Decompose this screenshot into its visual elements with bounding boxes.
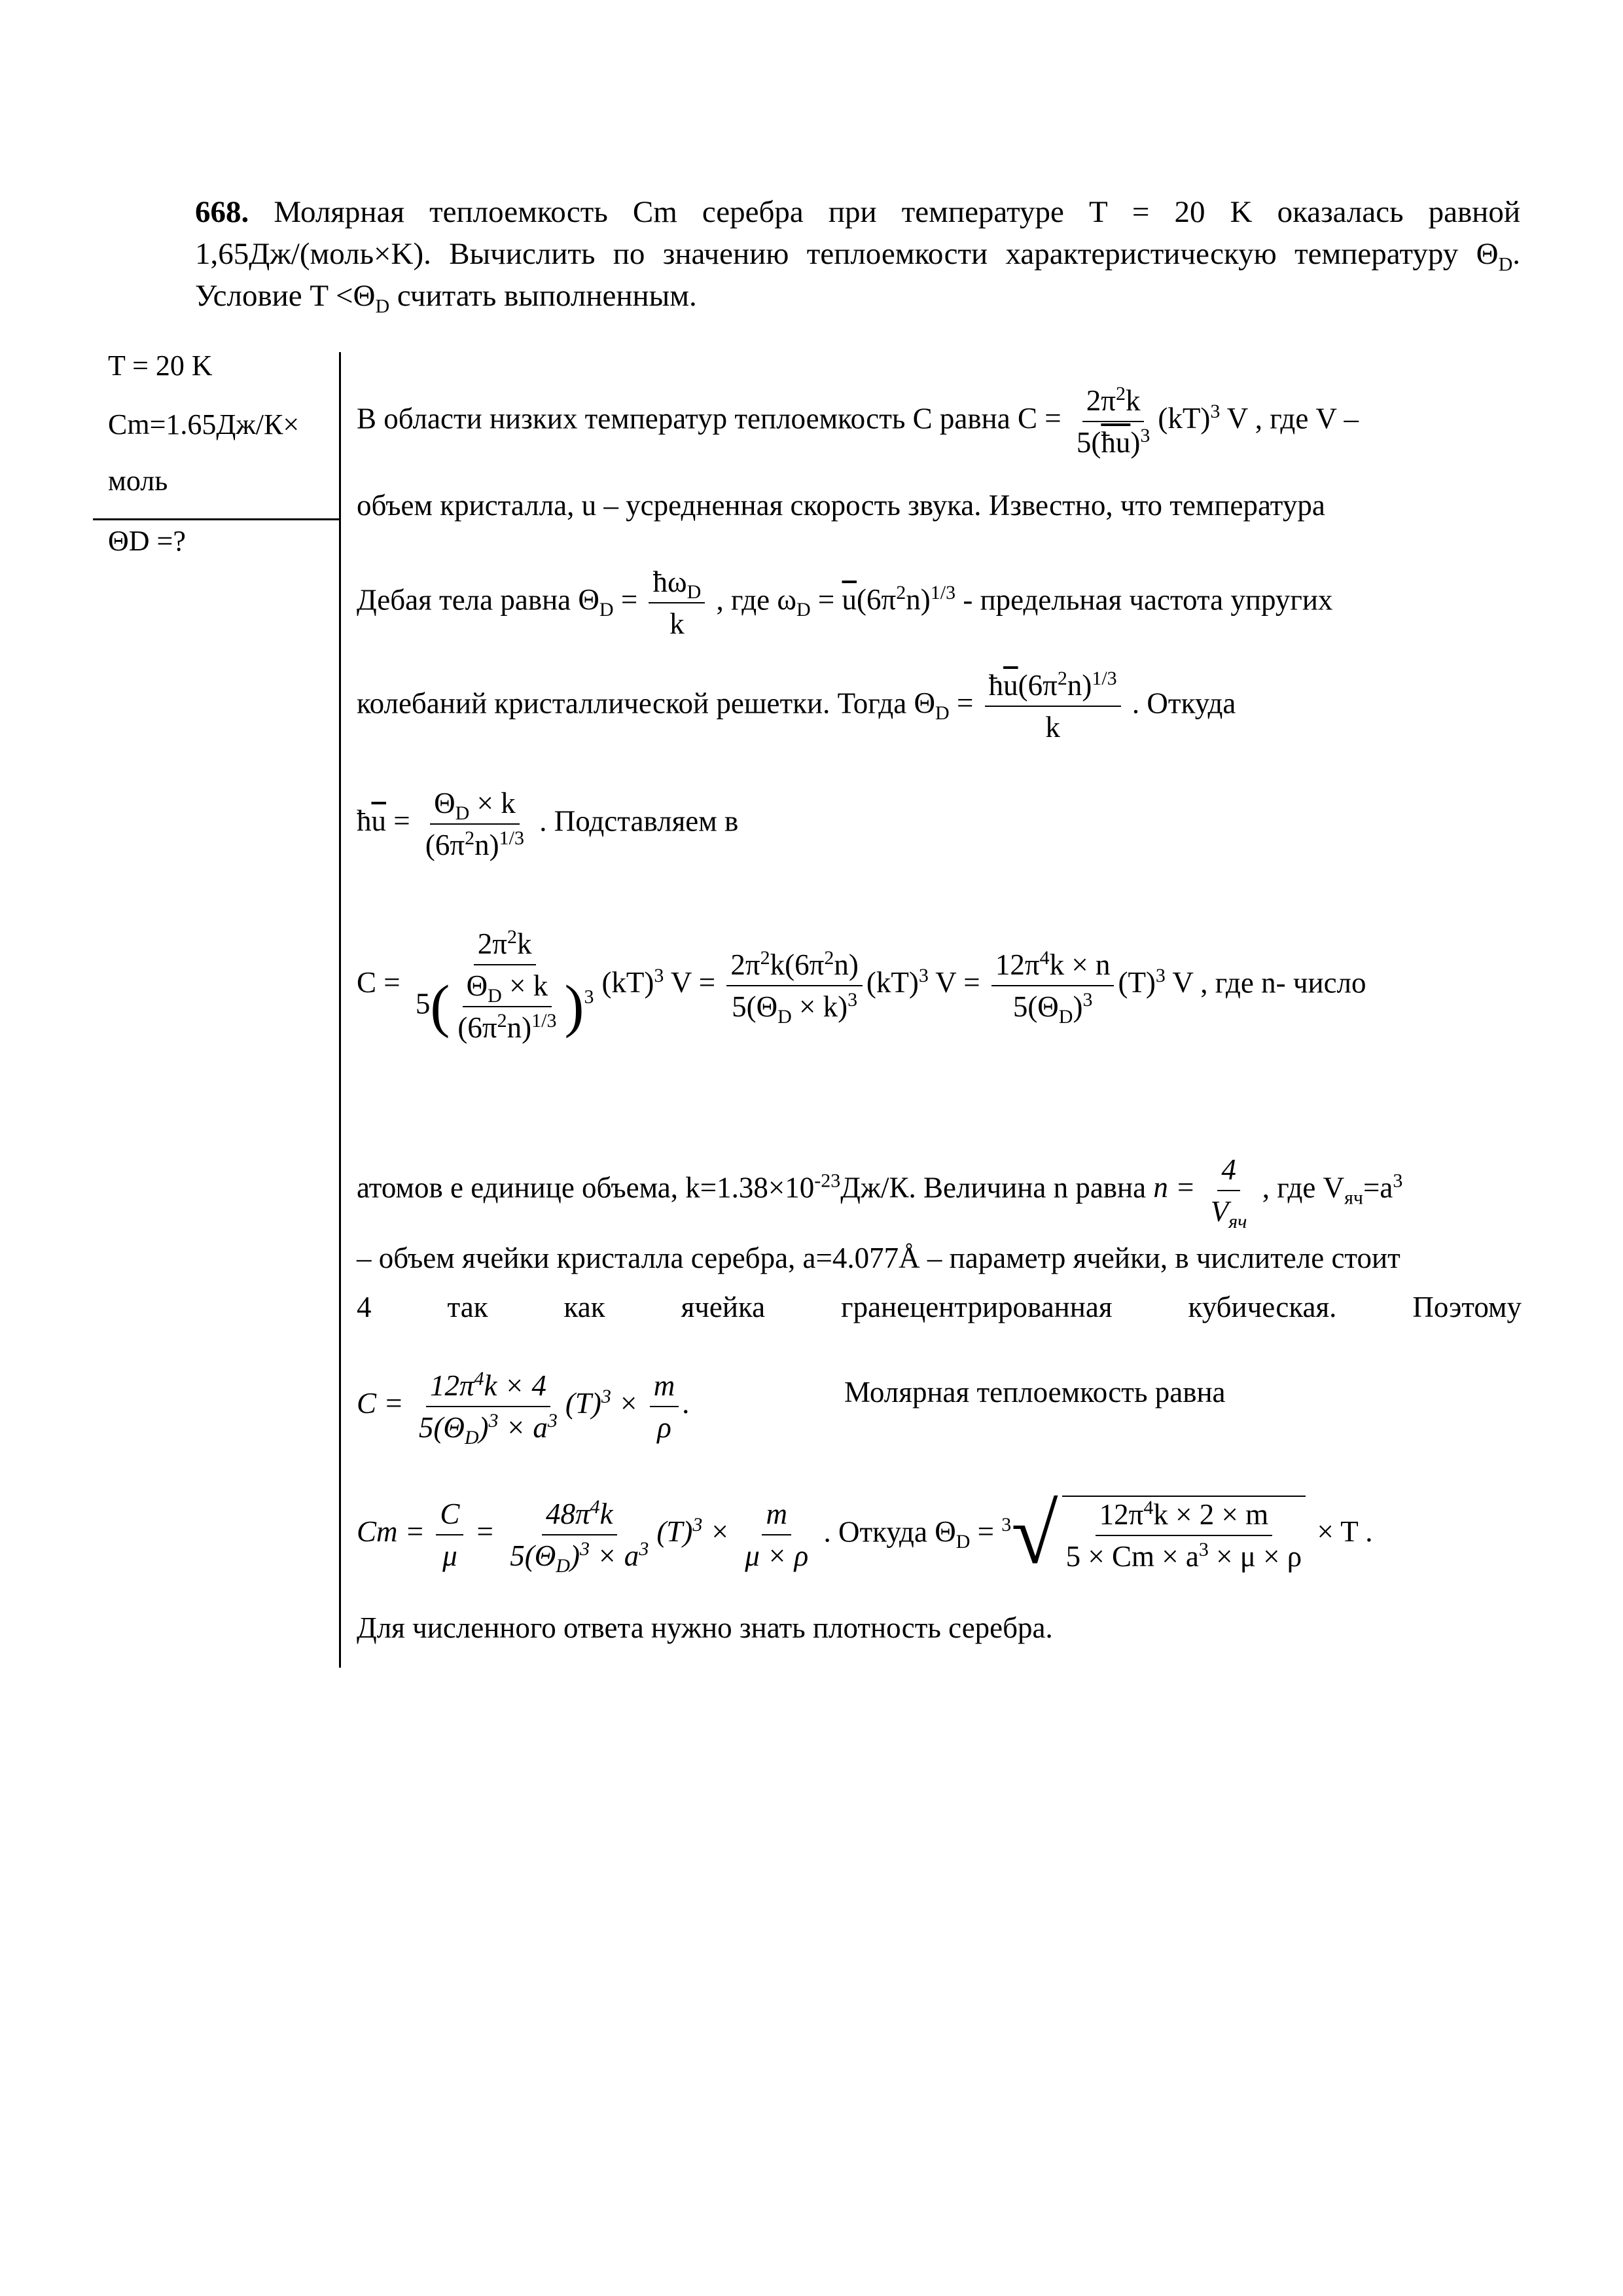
solution-text-1-tail: , где V –	[1255, 402, 1359, 435]
solution-line-1	[357, 383, 1359, 460]
formula-heat-capacity: C = $\frac{2\pi^2k}{5(\overline{ħu})^3}$ (kT)$^3$ V	[1017, 383, 1255, 459]
given-cm-line1: Cm=1.65Дж/К×	[108, 408, 300, 440]
solution-text-11: . Откуда	[823, 1515, 927, 1549]
solution-text-8: – объем ячейки кристалла серебра, a=4.077Å – параметр ячейки, в числителе стоит	[357, 1242, 1400, 1274]
problem-sub: D	[1498, 253, 1513, 276]
solution-text-4a: колебаний кристаллической решетки. Тогда	[357, 687, 907, 720]
solution-exp-7: -23	[814, 1170, 841, 1192]
solution-text-1: В области низких температур теплоемкость С равна	[357, 402, 1010, 435]
formula-hbar-u: $ħ\overline{u}$ = $\frac{\Theta_D \times k}{(6\pi^2n)^{1/3}}$	[357, 787, 524, 861]
solution-line-10	[357, 1368, 690, 1448]
solution-line-10-tail	[844, 1374, 1226, 1410]
solution-line-4	[357, 668, 1236, 745]
given-temperature: T = 20 K	[108, 350, 213, 382]
solution-text-3b: , где	[716, 583, 770, 617]
solution-text-4b: . Откуда	[1132, 687, 1236, 720]
formula-debye-temp-2: $\Theta_D$ = $\frac{ħ\overline{u}(6\pi^2n)^{1/3}}{k}$	[914, 687, 1132, 719]
solution-text-6-tail: , где n- число	[1200, 966, 1366, 999]
formula-n: n = $\frac{4}{V_{яч}}$	[1153, 1153, 1247, 1232]
formula-c-density: C = $\frac{12\pi^4k \times 4}{5(\Theta_D)^3 \times a^3}$ $(T)^3$ × $\frac{m}{\rho}$ .	[357, 1368, 690, 1448]
problem-text-2: . Условие T <Θ	[195, 237, 1520, 313]
solution-line-5	[357, 785, 738, 863]
formula-substitution: C = $2\pi^2k$ 5( $\frac{\Theta_D \times k}{(6\pi^2n)^{1/3}}$ )$^3$ (kT)$^3$ V = $\frac{2\pi^2k(6\pi^2n)}{5(\Theta_D \times k)^3}$ (kT)$^3$ V = $\frac{12\pi^4k \times n}{5(\Theta_D)^3}$ $(T)^3$ V	[357, 926, 1201, 1044]
solution-line-8	[357, 1240, 1400, 1276]
solution-line-3	[357, 564, 1332, 641]
solution-line-6	[357, 926, 1366, 1045]
solution-line-2	[357, 488, 1522, 523]
solution-text-3c: - предельная частота упругих	[963, 583, 1333, 617]
solution-text-2: объем кристалла, u – усредненная скорость звука. Известно, что температура	[357, 489, 1325, 522]
solution-sub-7: яч	[1344, 1187, 1363, 1209]
problem-text-3: считать выполненным.	[389, 279, 697, 313]
formula-omega-d: $\omega_D = \overline{u}(6\pi^2n)^{1/3}$	[777, 582, 956, 621]
problem-number: 668.	[195, 195, 249, 229]
formula-debye-temp: $\Theta_D$ = $\frac{ħ\omega_D}{k}$	[578, 583, 716, 616]
solution-text-10: Молярная теплоемкость равна	[844, 1376, 1226, 1408]
formula-theta-result: $\Theta_D = ^3√$ $\frac{12\pi^4k \times 2 \times m}{5 \times Cm \times a^3 \times \mu \times \rho}$ × T .	[935, 1488, 1373, 1582]
solution-exp-7b: 3	[1393, 1170, 1403, 1192]
solution-line-12	[357, 1610, 1053, 1645]
solution-text-7a: атомов е единице объема, k=1.38×10	[357, 1171, 815, 1204]
given-divider-horizontal	[93, 518, 340, 520]
problem-text: Молярная теплоемкость Cm серебра при температуре T = 20 K оказалась равной 1,65Дж/(моль×K). Вычислить по значению теплоемкости характеристическую температуру Θ	[195, 195, 1520, 271]
solution-text-7c: , где V	[1262, 1171, 1345, 1204]
formula-molar: Cm = $\frac{C}{\mu}$ = $\frac{48\pi^4k}{5(\Theta_D)^3 \times a^3}$ $(T)^3$ × $\frac{m}{\mu \times \rho}$	[357, 1496, 809, 1577]
solution-text-9: 4 так как ячейка гранецентрированная кубическая. Поэтому	[357, 1291, 1522, 1323]
solution-line-7	[357, 1152, 1403, 1232]
solution-text-5: . Подставляем в	[539, 804, 739, 838]
problem-statement	[195, 191, 1520, 317]
solution-line-9	[357, 1289, 1522, 1325]
problem-sub-2: D	[375, 295, 390, 317]
solution-line-11	[357, 1488, 1373, 1582]
solution-text-3a: Дебая тела равна	[357, 583, 571, 617]
solution-text-7d: =a	[1363, 1171, 1393, 1204]
given-divider-vertical	[339, 352, 341, 1668]
given-find: ΘD =?	[108, 525, 186, 557]
solution-text-7b: Дж/К. Величина n равна	[840, 1171, 1147, 1204]
given-cm-line2: моль	[108, 465, 168, 497]
solution-text-12: Для численного ответа нужно знать плотность серебра.	[357, 1611, 1053, 1644]
